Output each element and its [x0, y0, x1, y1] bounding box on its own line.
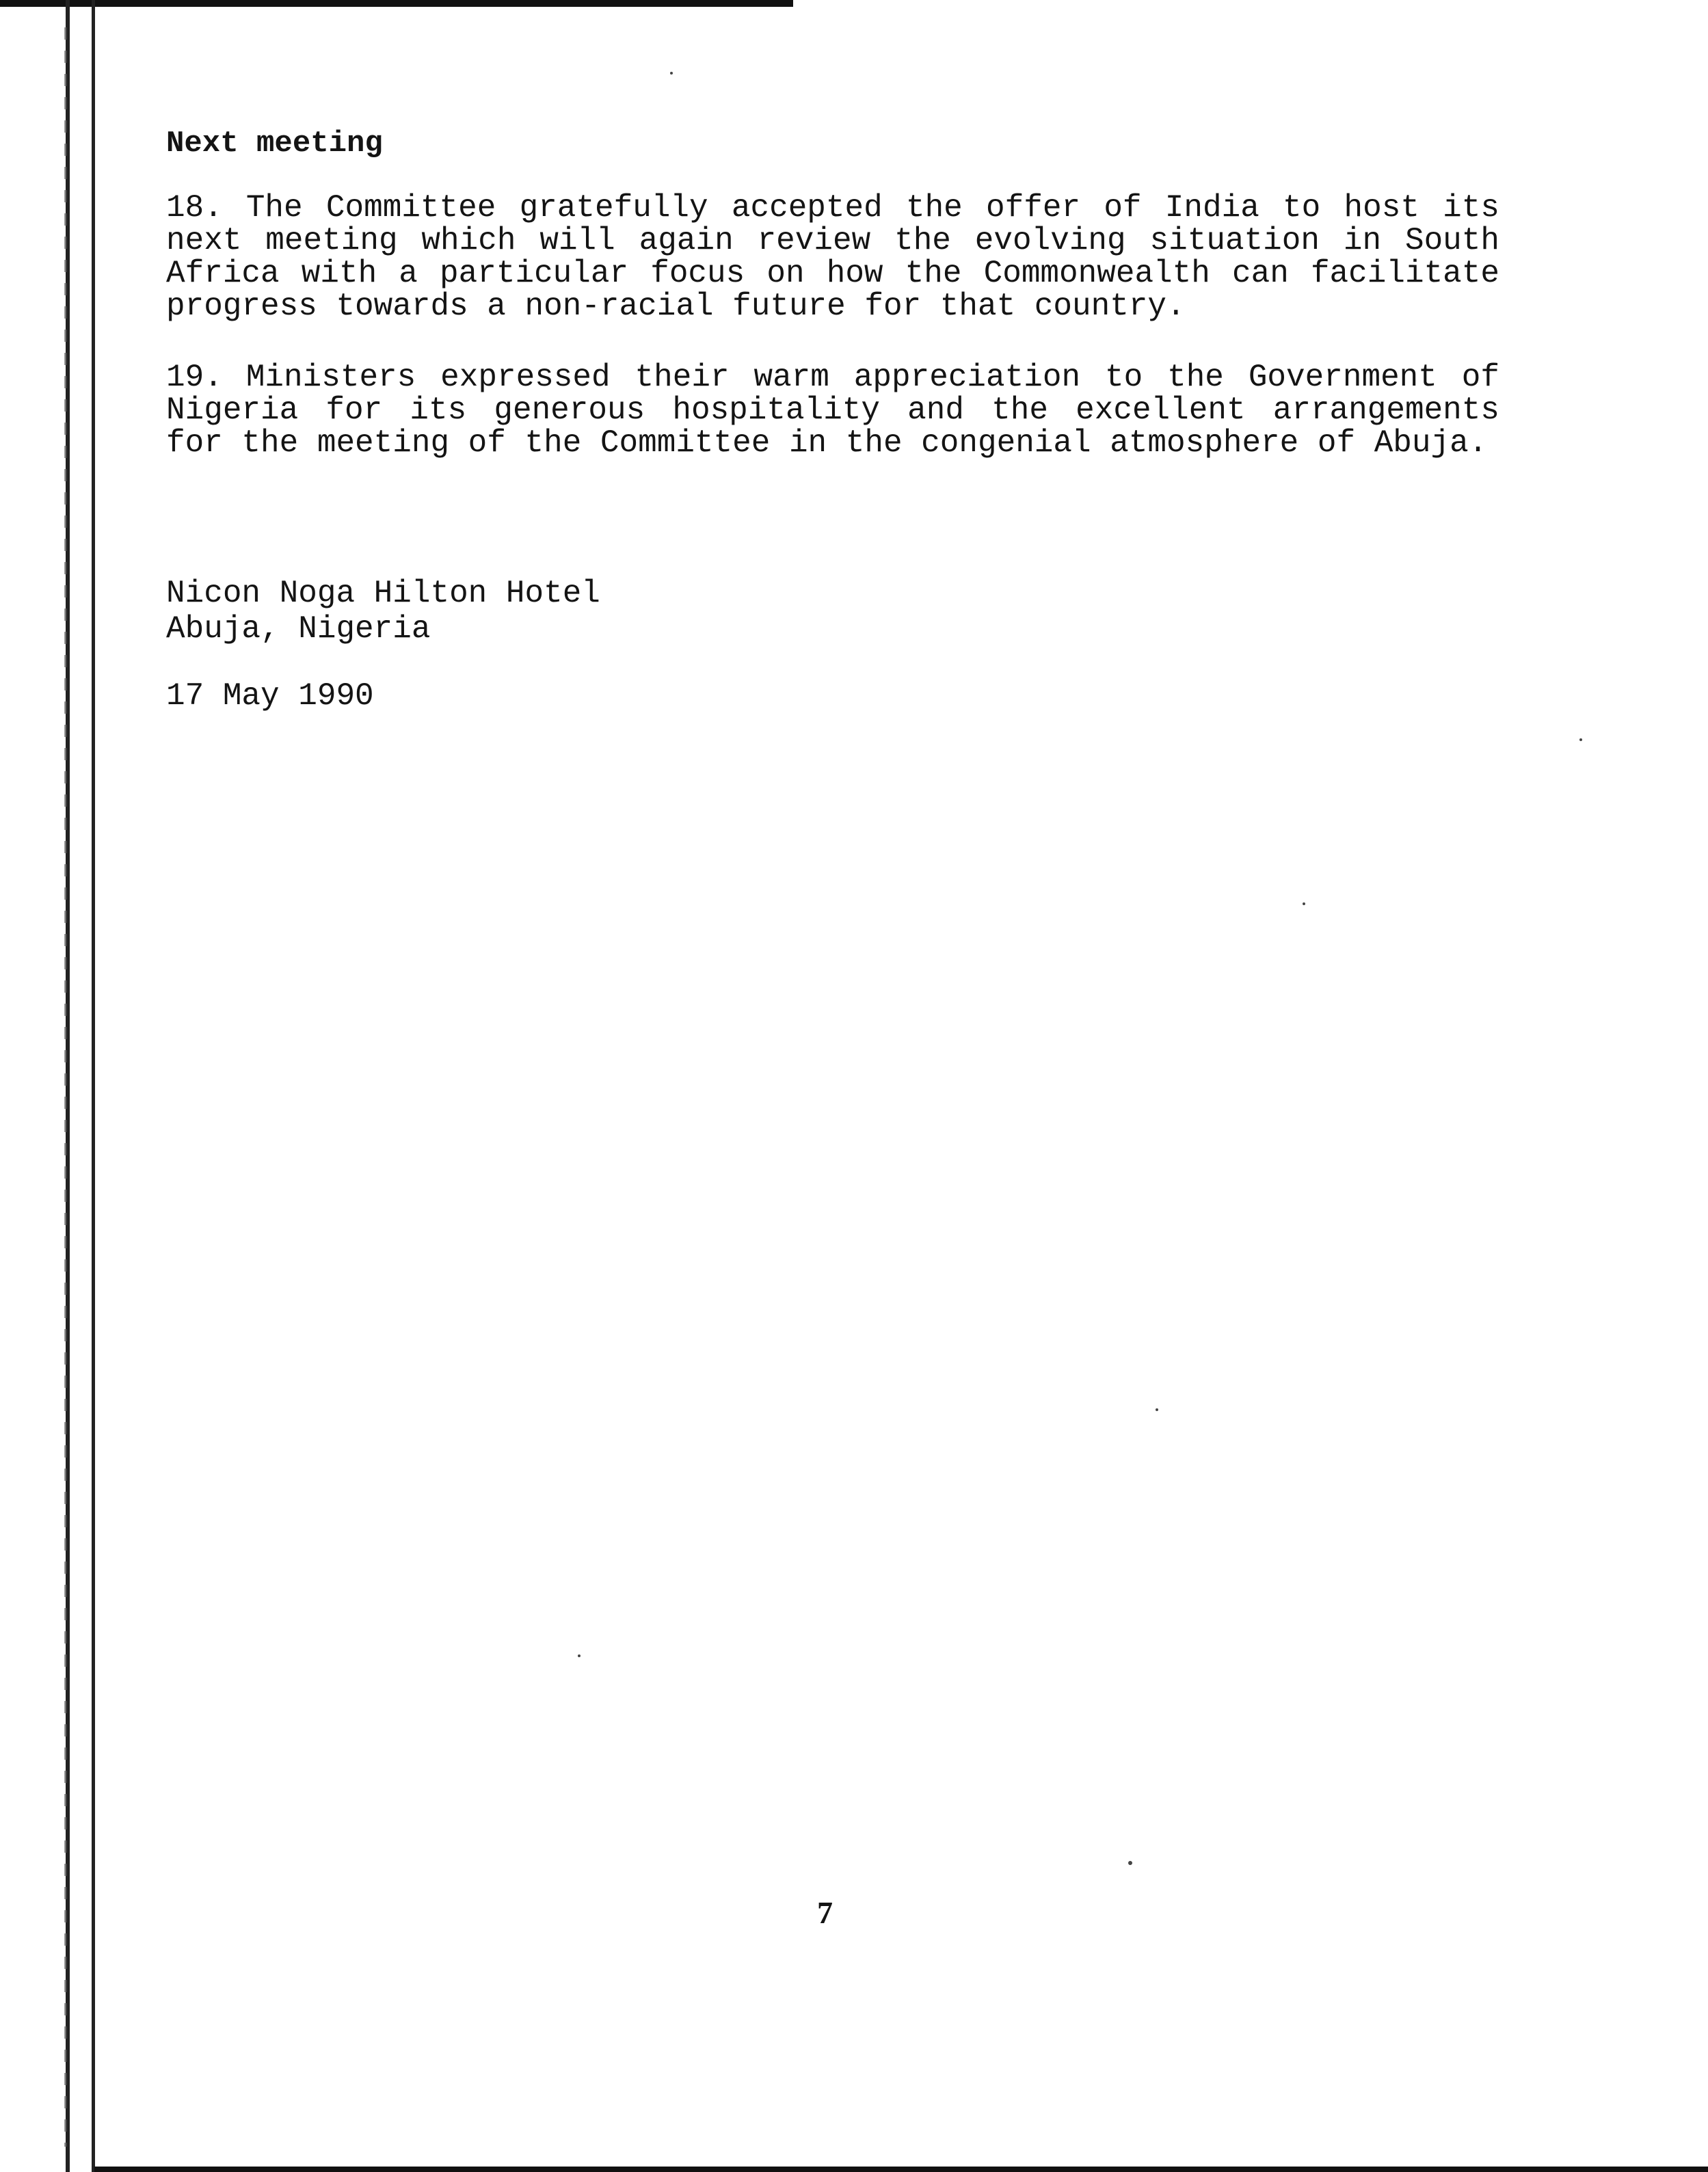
paragraph-19 — [166, 361, 1499, 459]
scan-bottom-edge — [94, 2167, 1708, 2172]
location-block — [166, 576, 1499, 647]
scan-speck — [578, 1654, 581, 1657]
document-body — [166, 123, 1499, 714]
paragraph-18 — [166, 191, 1499, 323]
location-venue: Nicon Noga Hilton Hotel — [166, 576, 600, 611]
scan-speck — [1579, 738, 1582, 741]
paragraph-number: 18. — [166, 190, 223, 226]
scan-top-edge — [0, 0, 793, 7]
binding-perforation — [64, 27, 67, 2147]
paragraph-number: 19. — [166, 360, 223, 395]
paragraph-text: Ministers expressed their warm appreciation to the Government of Nigeria for its generous hospitality and the excellent arrangements for the meeting of the Committee in the congenial atmosphere of Abuja. — [166, 360, 1499, 461]
page-number: 7 — [817, 1895, 833, 1930]
scan-speck — [1128, 1861, 1132, 1865]
scan-speck — [1303, 902, 1305, 905]
binding-line-right — [92, 0, 95, 2172]
location-city: Abuja, Nigeria — [166, 611, 431, 647]
section-heading: Next meeting — [166, 126, 383, 161]
scan-speck — [670, 72, 673, 75]
paragraph-text: The Committee gratefully accepted the offer of India to host its next meeting which will again review the evolving situation in South Africa with a particular focus on how the Commonwealth can facilitate progress towards a non-racial future for that country. — [166, 190, 1499, 324]
document-date: 17 May 1990 — [166, 678, 374, 714]
scan-speck — [1156, 1408, 1158, 1411]
